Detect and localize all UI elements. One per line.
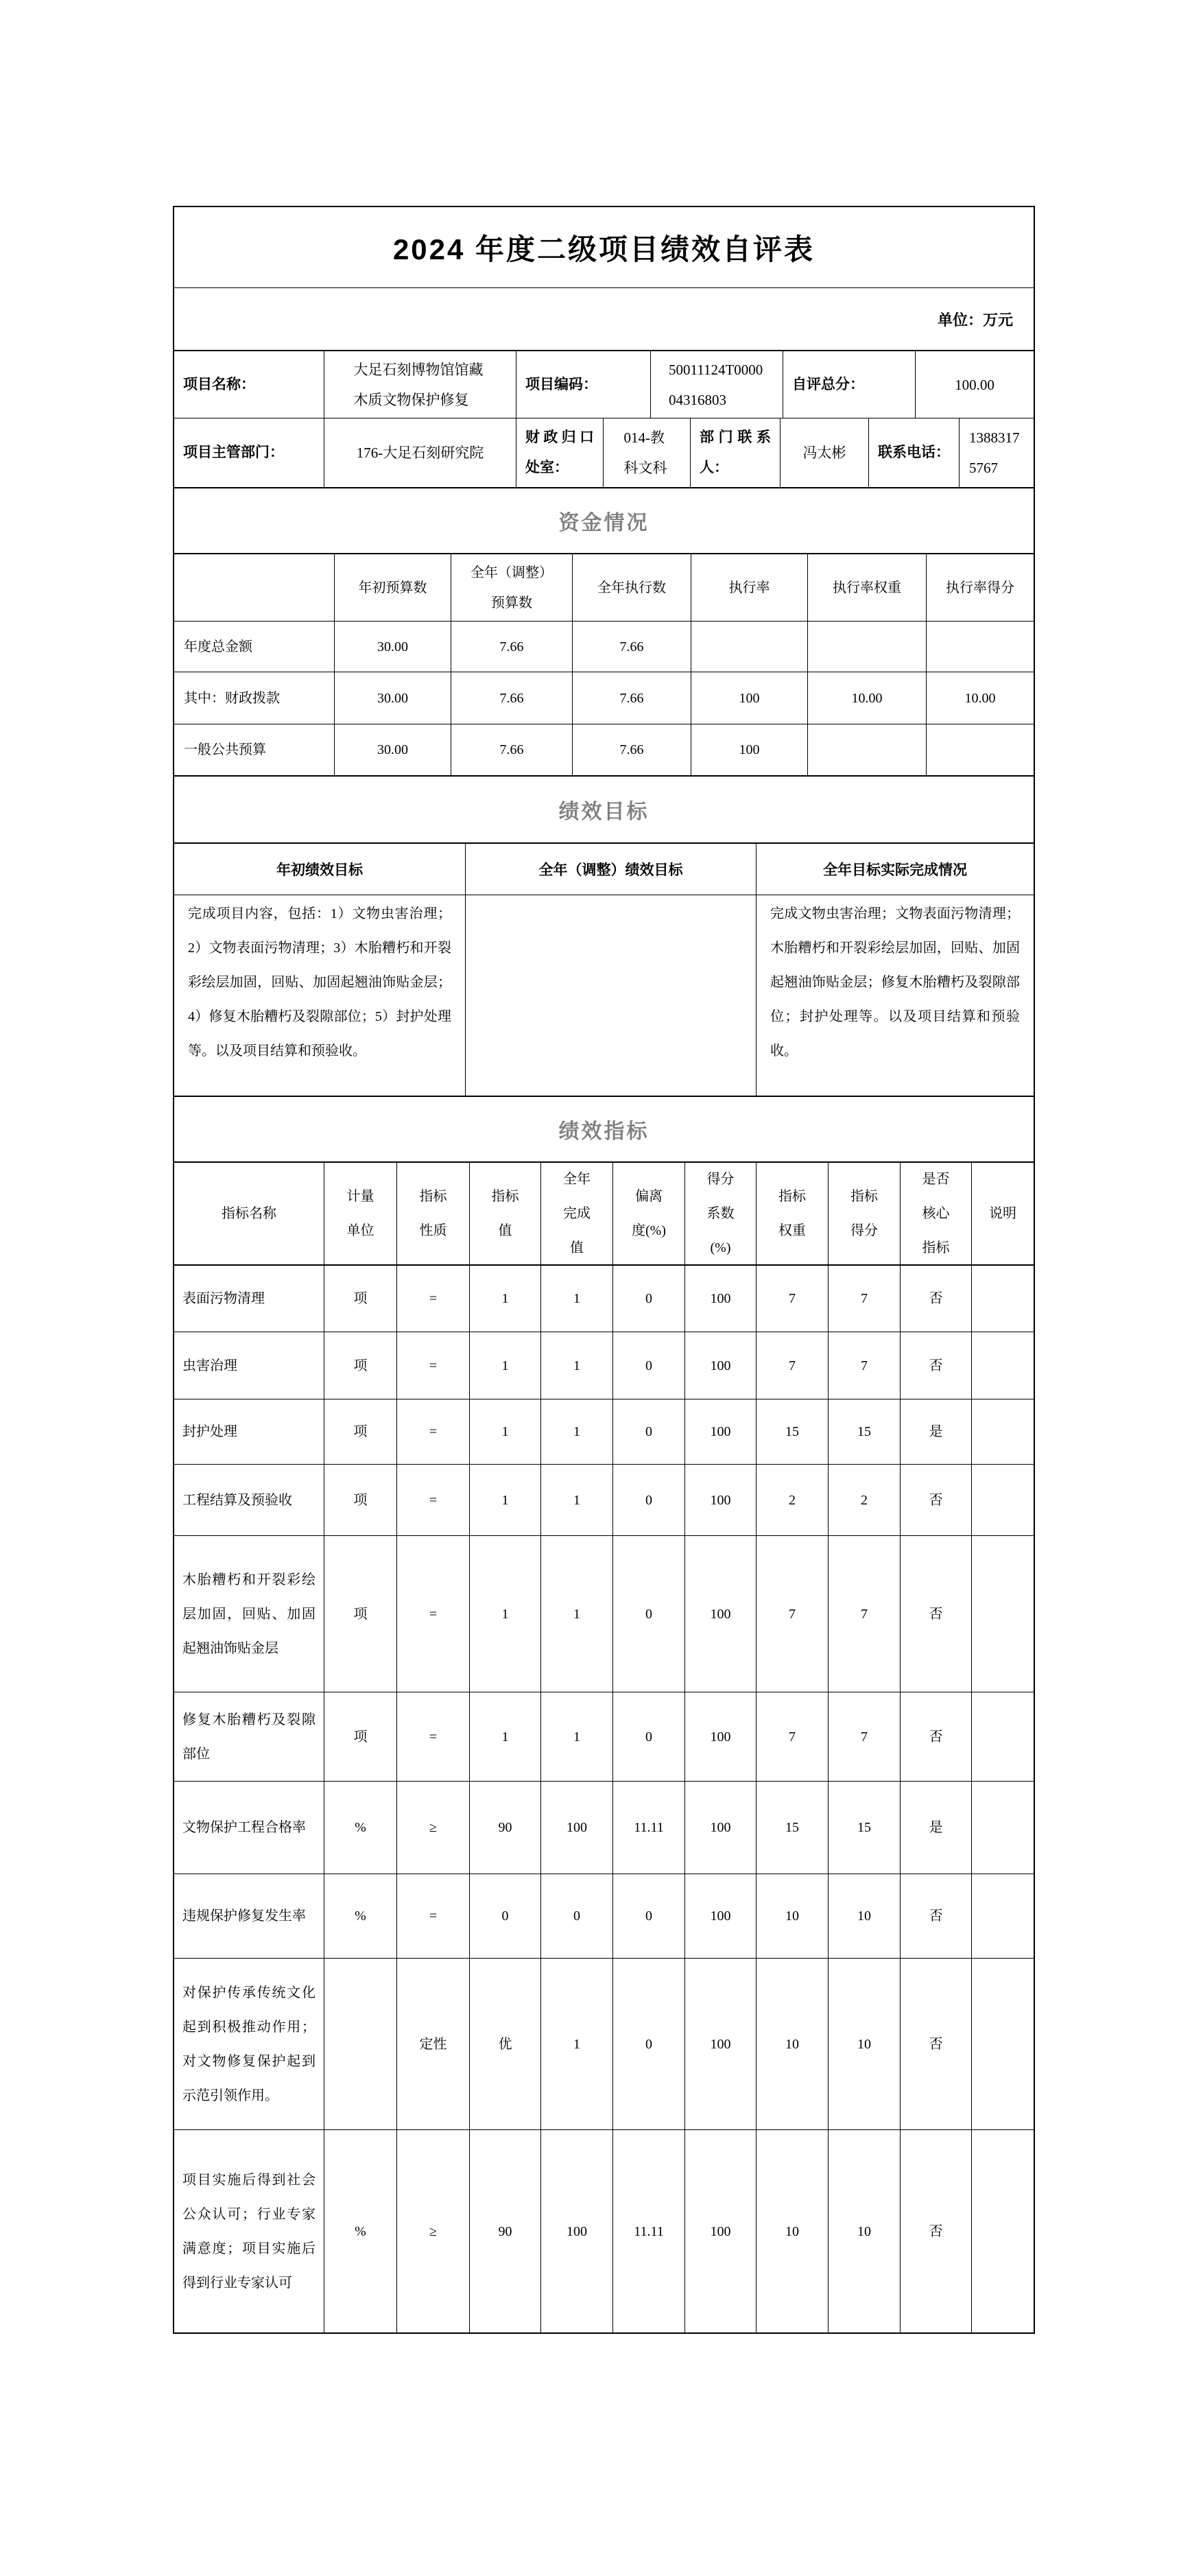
table-cell xyxy=(324,1959,396,2129)
column-header: 说明 xyxy=(971,1163,1034,1264)
table-cell: 10 xyxy=(828,2130,900,2332)
goals-header-row xyxy=(174,844,1034,895)
table-cell xyxy=(971,1399,1034,1464)
table-cell xyxy=(971,1332,1034,1399)
table-cell: 100 xyxy=(540,2130,612,2332)
table-cell: 1 xyxy=(540,1692,612,1781)
indicator-name-cell: 文物保护工程合格率 xyxy=(182,1820,306,1835)
table-cell: 7 xyxy=(756,1692,828,1781)
contact-value: 冯太彬 xyxy=(780,418,868,487)
table-cell: 90 xyxy=(469,1782,540,1874)
column-header: 是否核心指标 xyxy=(900,1163,971,1264)
table-cell: 100 xyxy=(691,672,807,724)
table-cell: 30.00 xyxy=(334,724,451,775)
column-header: 全年目标实际完成情况 xyxy=(756,844,1034,895)
table-row xyxy=(174,1536,1034,1692)
table-cell: = xyxy=(396,1332,469,1399)
table-cell: 项 xyxy=(324,1465,396,1535)
column-header xyxy=(174,554,334,621)
table-cell: 0 xyxy=(612,1266,684,1332)
table-cell: 否 xyxy=(900,1536,971,1692)
table-cell: 100 xyxy=(684,1959,756,2129)
table-cell: 90 xyxy=(469,2130,540,2332)
indicators-header-row xyxy=(174,1163,1034,1266)
table-cell: 否 xyxy=(900,1266,971,1332)
indicator-name-cell: 对保护传承传统文化起到积极推动作用；对文物修复保护起到示范引领作用。 xyxy=(182,1985,315,2103)
table-cell: 0 xyxy=(612,1692,684,1781)
actual-completion-text: 完成文物虫害治理；文物表面污物清理；木胎糟朽和开裂彩绘层加固，回贴、加固起翘油饰贴金层；修复木胎糟朽及裂隙部位；封护处理等。以及项目结算和预验收。 xyxy=(756,895,1034,1096)
table-cell: 11.11 xyxy=(612,1782,684,1874)
table-cell: 0 xyxy=(612,1465,684,1535)
column-header: 指标值 xyxy=(469,1163,540,1264)
table-cell: ≥ xyxy=(396,1782,469,1874)
table-cell: 1 xyxy=(469,1692,540,1781)
table-cell: 否 xyxy=(900,1332,971,1399)
table-cell: 7 xyxy=(828,1332,900,1399)
table-cell: 100 xyxy=(684,1536,756,1692)
table-cell: 15 xyxy=(828,1399,900,1464)
row-label: 年度总金额 xyxy=(184,639,252,654)
table-cell: 100 xyxy=(684,1782,756,1874)
table-cell: 1 xyxy=(540,1959,612,2129)
column-header: 指标得分 xyxy=(828,1163,900,1264)
phone-label: 联系电话： xyxy=(868,418,959,487)
column-header: 全年执行数 xyxy=(572,554,691,621)
table-cell: 否 xyxy=(900,2130,971,2332)
page-title: 2024 年度二级项目绩效自评表 xyxy=(174,207,1034,288)
table-cell: 7 xyxy=(828,1536,900,1692)
column-header: 指标性质 xyxy=(396,1163,469,1264)
column-header: 年初预算数 xyxy=(334,554,451,621)
table-cell: 10 xyxy=(756,2130,828,2332)
table-cell: 100 xyxy=(684,1874,756,1958)
table-cell xyxy=(971,1692,1034,1781)
table-cell: 1 xyxy=(469,1332,540,1399)
table-cell: 1 xyxy=(469,1465,540,1535)
table-cell xyxy=(807,622,926,672)
table-row xyxy=(174,1959,1034,2130)
table-cell xyxy=(926,724,1034,775)
table-cell xyxy=(691,622,807,672)
table-cell xyxy=(807,724,926,775)
table-cell: 0 xyxy=(612,1399,684,1464)
section-title-goals: 绩效目标 xyxy=(174,777,1034,844)
table-cell: 7.66 xyxy=(572,672,691,724)
table-cell: 优 xyxy=(469,1959,540,2129)
table-cell: 否 xyxy=(900,1874,971,1958)
indicator-name-cell: 工程结算及预验收 xyxy=(182,1492,292,1508)
table-cell: 2 xyxy=(756,1465,828,1535)
table-cell: 项 xyxy=(324,1536,396,1692)
section-title-indicators: 绩效指标 xyxy=(174,1097,1034,1163)
indicator-name-cell: 木胎糟朽和开裂彩绘层加固，回贴、加固起翘油饰贴金层 xyxy=(182,1572,315,1656)
table-cell: 0 xyxy=(469,1874,540,1958)
table-cell: 0 xyxy=(612,1874,684,1958)
column-header: 指标权重 xyxy=(756,1163,828,1264)
table-cell: 项 xyxy=(324,1692,396,1781)
column-header: 执行率 xyxy=(691,554,807,621)
table-row xyxy=(174,1399,1034,1465)
column-header: 年初绩效目标 xyxy=(276,862,363,878)
column-header: 得分系数(%) xyxy=(684,1163,756,1264)
column-header: 全年（调整）预算数 xyxy=(451,554,572,621)
table-row xyxy=(174,1874,1034,1959)
table-row xyxy=(174,672,1034,724)
indicator-name-cell: 表面污物清理 xyxy=(182,1291,265,1306)
indicator-name-cell: 修复木胎糟朽及裂隙部位 xyxy=(182,1712,315,1762)
table-cell xyxy=(971,1959,1034,2129)
table-cell xyxy=(971,1782,1034,1874)
dept-value: 176-大足石刻研究院 xyxy=(324,418,516,487)
table-row xyxy=(174,1692,1034,1782)
self-score-value: 100.00 xyxy=(915,351,1034,418)
department-info-row xyxy=(174,418,1034,488)
table-cell: 0 xyxy=(612,1959,684,2129)
initial-goal-text: 完成项目内容，包括：1）文物虫害治理；2）文物表面污物清理；3）木胎糟朽和开裂彩绘层加固，回贴、加固起翘油饰贴金层；4）修复木胎糟朽及裂隙部位；5）封护处理等。以及项目结算和预验收。 xyxy=(188,906,451,1059)
column-header: 全年完成值 xyxy=(540,1163,612,1264)
section-title-funding: 资金情况 xyxy=(174,488,1034,554)
table-cell: 7.66 xyxy=(572,622,691,672)
table-cell: 0 xyxy=(612,1536,684,1692)
table-cell: = xyxy=(396,1536,469,1692)
phone-value: 13883175767 xyxy=(959,418,1034,487)
table-cell: 100 xyxy=(691,724,807,775)
row-label: 其中：财政拨款 xyxy=(184,690,280,706)
self-score-label: 自评总分： xyxy=(783,351,915,418)
table-cell: 否 xyxy=(900,1465,971,1535)
table-row xyxy=(174,724,1034,777)
indicator-name-cell: 项目实施后得到社会公众认可；行业专家满意度；项目实施后得到行业专家认可 xyxy=(182,2172,315,2291)
table-cell: 7.66 xyxy=(451,724,572,775)
table-cell: 否 xyxy=(900,1959,971,2129)
self-evaluation-form xyxy=(173,206,1035,2334)
table-cell: 100 xyxy=(684,1465,756,1535)
table-cell: 0 xyxy=(612,1332,684,1399)
table-cell: 100 xyxy=(684,1692,756,1781)
table-cell: 7 xyxy=(756,1266,828,1332)
project-name-value: 大足石刻博物馆馆藏木质文物保护修复 xyxy=(324,351,516,418)
table-cell: = xyxy=(396,1399,469,1464)
indicator-name-cell: 封护处理 xyxy=(182,1424,237,1439)
table-cell xyxy=(971,1266,1034,1332)
table-cell: 是 xyxy=(900,1782,971,1874)
table-cell: 15 xyxy=(828,1782,900,1874)
table-cell: 0 xyxy=(540,1874,612,1958)
table-cell: 是 xyxy=(900,1399,971,1464)
project-name-label: 项目名称： xyxy=(183,376,255,392)
column-header: 执行率得分 xyxy=(926,554,1034,621)
table-cell: 7.66 xyxy=(451,622,572,672)
table-cell: 7 xyxy=(828,1692,900,1781)
table-cell: 100 xyxy=(540,1782,612,1874)
table-cell: = xyxy=(396,1465,469,1535)
table-cell: 11.11 xyxy=(612,2130,684,2332)
indicator-name-cell: 虫害治理 xyxy=(182,1358,237,1373)
table-cell: 100 xyxy=(684,2130,756,2332)
table-row xyxy=(174,1332,1034,1399)
indicator-name-cell: 违规保护修复发生率 xyxy=(182,1909,306,1924)
project-info-row xyxy=(174,351,1034,418)
table-cell: 项 xyxy=(324,1399,396,1464)
table-cell: 100 xyxy=(684,1266,756,1332)
table-cell: 1 xyxy=(469,1266,540,1332)
row-label: 一般公共预算 xyxy=(184,742,266,757)
table-cell: 7 xyxy=(756,1332,828,1399)
table-cell: 1 xyxy=(540,1332,612,1399)
finance-office-label: 财政归口处室： xyxy=(516,418,603,487)
table-cell: 10 xyxy=(828,1874,900,1958)
column-header: 执行率权重 xyxy=(807,554,926,621)
table-row xyxy=(174,1782,1034,1874)
table-cell: 10 xyxy=(756,1959,828,2129)
column-header: 计量单位 xyxy=(324,1163,396,1264)
table-cell: = xyxy=(396,1692,469,1781)
table-cell: 10.00 xyxy=(926,672,1034,724)
table-cell: 7.66 xyxy=(451,672,572,724)
table-cell xyxy=(971,2130,1034,2332)
table-cell: = xyxy=(396,1874,469,1958)
table-cell: 7 xyxy=(828,1266,900,1332)
contact-label: 部门联系人： xyxy=(690,418,780,487)
column-header: 指标名称 xyxy=(222,1206,276,1221)
table-row xyxy=(174,1465,1034,1536)
project-code-label: 项目编码： xyxy=(516,351,650,418)
table-cell: 定性 xyxy=(396,1959,469,2129)
table-cell xyxy=(971,1536,1034,1692)
table-cell xyxy=(971,1465,1034,1535)
table-cell: % xyxy=(324,1782,396,1874)
finance-office-value: 014-教科文科 xyxy=(603,418,690,487)
table-cell: 100 xyxy=(684,1332,756,1399)
table-cell: 2 xyxy=(828,1465,900,1535)
table-cell: 30.00 xyxy=(334,622,451,672)
table-cell: 1 xyxy=(469,1536,540,1692)
table-cell: 1 xyxy=(540,1399,612,1464)
table-cell: 100 xyxy=(684,1399,756,1464)
table-cell: 10.00 xyxy=(807,672,926,724)
table-cell xyxy=(926,622,1034,672)
adjusted-goal-text xyxy=(465,895,756,1096)
table-cell: % xyxy=(324,2130,396,2332)
table-cell: 1 xyxy=(469,1399,540,1464)
table-cell: 项 xyxy=(324,1266,396,1332)
table-cell: % xyxy=(324,1874,396,1958)
table-cell: = xyxy=(396,1266,469,1332)
table-cell: 7.66 xyxy=(572,724,691,775)
table-cell xyxy=(971,1874,1034,1958)
project-code-value: 50011124T000004316803 xyxy=(650,351,783,418)
funding-header-row xyxy=(174,554,1034,622)
table-cell: 30.00 xyxy=(334,672,451,724)
table-cell: ≥ xyxy=(396,2130,469,2332)
table-row xyxy=(174,2130,1034,2332)
table-row xyxy=(174,622,1034,672)
table-cell: 1 xyxy=(540,1465,612,1535)
unit-note: 单位：万元 xyxy=(174,288,1034,351)
table-cell: 7 xyxy=(756,1536,828,1692)
table-cell: 项 xyxy=(324,1332,396,1399)
table-cell: 15 xyxy=(756,1399,828,1464)
dept-label: 项目主管部门： xyxy=(183,445,284,460)
table-cell: 1 xyxy=(540,1266,612,1332)
table-cell: 1 xyxy=(540,1536,612,1692)
column-header: 全年（调整）绩效目标 xyxy=(465,844,756,895)
table-cell: 10 xyxy=(756,1874,828,1958)
table-cell: 15 xyxy=(756,1782,828,1874)
table-row xyxy=(174,1266,1034,1332)
table-cell: 10 xyxy=(828,1959,900,2129)
table-cell: 否 xyxy=(900,1692,971,1781)
column-header: 偏离度(%) xyxy=(612,1163,684,1264)
goals-content-row xyxy=(174,895,1034,1097)
